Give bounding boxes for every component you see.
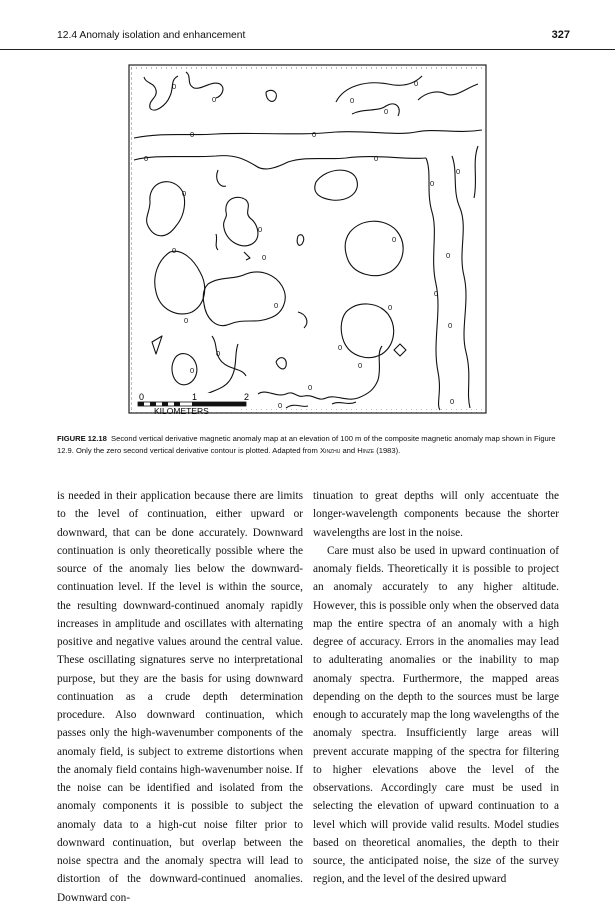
page-number: 327 [551, 29, 570, 41]
contour-label: 0 [172, 82, 177, 91]
contour-line [394, 344, 406, 356]
contour-label: 0 [258, 225, 263, 234]
contour-line [452, 156, 470, 408]
contour-line [266, 90, 276, 101]
contour-label: 0 [172, 246, 177, 255]
contour-label: 0 [274, 301, 279, 310]
contour-label: 0 [278, 401, 283, 410]
caption-author: Hinze [357, 446, 375, 455]
contour-label: 0 [388, 303, 393, 312]
contour-line [203, 272, 285, 326]
contour-label: 0 [212, 95, 217, 104]
section-title: 12.4 Anomaly isolation and enhancement [57, 30, 246, 41]
contour-line [418, 84, 478, 100]
contour-line [336, 76, 422, 102]
caption-and: and [340, 446, 358, 455]
contour-line [286, 405, 308, 408]
contour-label: 0 [430, 179, 435, 188]
contour-label: 0 [182, 189, 187, 198]
contour-line [332, 402, 356, 404]
contour-label: 0 [184, 316, 189, 325]
contour-label: 0 [358, 361, 363, 370]
contour-line [315, 170, 358, 200]
contour-line [341, 304, 393, 358]
contour-line [147, 182, 185, 236]
scale-unit: KILOMETERS [154, 406, 209, 416]
paragraph: is needed in their application because there are limits to the level of continuation, either upward or downward, that can be done accurately. Downward continuation is only theoretically possible where the source of the anomaly lies below the downward-continuation level. If the level is within the source, the resulting downward-continued anomaly rapidly increases in amplitude and oscillates with alternating positive and negative values around the central value. These oscillating signatures serve no interpretational purpose, but they are the basis for using downward continuation as a crude depth determination procedure. Also downward continuation, which passes only the high-wavenumber components of the anomaly field, is subject to extreme distortions when the anomaly field contains high-wavenumber noise. If the noise can be identified and isolated from the anomaly components it is possible to subject the anomaly data to a high-cut noise filter prior to downward continuation, but overlap between the noise spectra and the anomaly spectra will lead to distortion of the downward-continued anomalies. Downward con- [57, 490, 303, 904]
contour-label: 0 [312, 130, 317, 139]
contour-label: 0 [308, 383, 313, 392]
contour-line [298, 312, 307, 328]
scale-tick-0: 0 [139, 392, 145, 402]
paragraph: tinuation to great depths will only accentuate the longer-wavelength components because the shorter wavelengths are lost in the noise. [313, 490, 559, 539]
contour-label: 0 [144, 154, 149, 163]
caption-author: Xinzhu [319, 446, 341, 455]
figure-caption [57, 433, 570, 457]
contour-label: 0 [392, 235, 397, 244]
contour-label: 0 [448, 321, 453, 330]
contour-line [217, 170, 226, 186]
contour-line [134, 156, 426, 169]
contour-label: 0 [456, 167, 461, 176]
contour-label: 0 [338, 343, 343, 352]
contour-line [134, 130, 482, 138]
caption-label: FIGURE 12.18 [57, 434, 107, 443]
contour-label: 0 [190, 366, 195, 375]
contour-line [352, 104, 399, 116]
contour-line [426, 158, 440, 410]
contour-line [224, 197, 258, 245]
contour-label: 0 [450, 397, 455, 406]
contour-line [216, 234, 218, 250]
contour-label: 0 [374, 154, 379, 163]
contour-label: 0 [434, 289, 439, 298]
scale-tick-1: 1 [192, 392, 198, 402]
contour-line [345, 221, 403, 275]
contour-map-figure [126, 62, 501, 418]
body-column-right [313, 487, 559, 889]
contour-label: 0 [384, 107, 389, 116]
contour-label: 0 [414, 79, 419, 88]
contour-line [297, 235, 303, 246]
body-column-left [57, 487, 303, 907]
contour-line [152, 336, 162, 354]
contour-label: 0 [350, 96, 355, 105]
contour-line [244, 252, 250, 260]
caption-text: Second vertical derivative magnetic anomaly map at an elevation of 100 m of the composite magnetic anomaly map shown in Figure 12.9. Only the zero second vertical derivative contour is plotted. Adapted from [57, 434, 556, 455]
scale-tick-2: 2 [244, 392, 250, 402]
contour-line [276, 358, 286, 369]
zero-contours [134, 72, 482, 410]
contour-line [155, 251, 205, 314]
contour-label: 0 [446, 251, 451, 260]
contour-label: 0 [216, 349, 221, 358]
paragraph: Care must also be used in upward continuation of anomaly fields. Theoretically it is possible to project an anomaly accurately to any higher altitude. However, this is possible only when the observed data map the entire spectra of an anomaly with a high degree of accuracy. Errors in the anomalies may lead to adulterating anomalies or the inability to map anomaly spectra. Furthermore, the mapped areas depending on the depth to the sources must be large enough to accurately map the long wavelengths of the anomaly spectra. Insufficiently large areas will prevent accurate mapping of the spectra for filtering to higher elevations above the level of the observations. Accordingly care must be used in selecting the elevation of upward continuation to a level which will provide valid results. Model studies based on theoretical anomalies, the depth to their source, the anticipated noise, the size of the survey region, and the level of the desired upward [313, 544, 559, 886]
caption-tail: (1983). [374, 446, 401, 455]
running-header [0, 28, 615, 50]
map-frame [129, 65, 486, 413]
contour-line [186, 72, 223, 98]
contour-line [258, 346, 382, 399]
contour-label: 0 [262, 253, 267, 262]
contour-line [474, 146, 478, 198]
contour-label: 0 [190, 130, 195, 139]
